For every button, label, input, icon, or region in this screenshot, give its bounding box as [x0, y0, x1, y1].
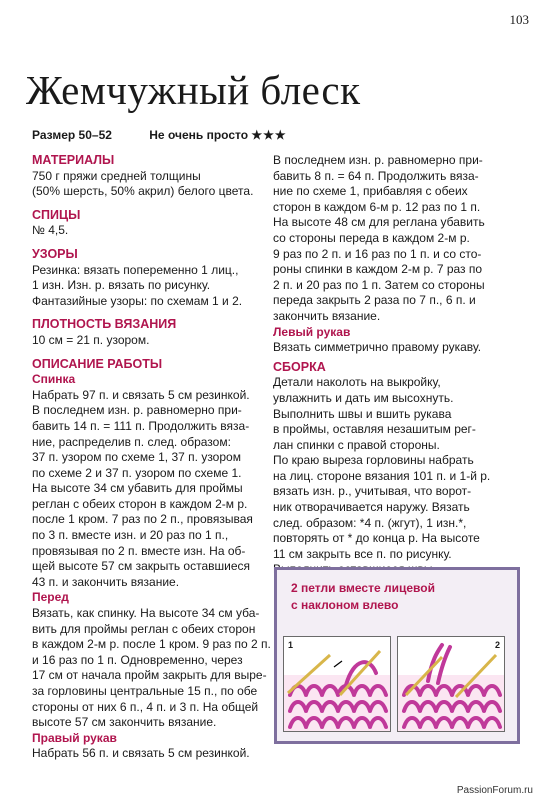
back-heading: Спинка	[32, 372, 76, 387]
sleeve-line: переда закрыть 2 раза по 7 п., 6 п. и	[273, 293, 476, 308]
back-line: бавить 14 п. = 111 п. Продолжить вяза-	[32, 418, 250, 433]
sleeve-line: 9 раз по 2 п. и 16 раз по 1 п. и со сто-	[273, 246, 482, 261]
stitch-diagram-box	[274, 567, 520, 744]
left-sleeve-line: Вязать симметрично правому рукаву.	[273, 340, 482, 355]
stitch-figure-2	[397, 636, 505, 732]
back-text	[32, 388, 264, 591]
back-line: провязывая по 2 п. вместе изн. На об-	[32, 543, 246, 558]
patterns-heading: УЗОРЫ	[32, 246, 78, 261]
front-line: и 16 раз по 1 п. Одновременно, через	[32, 652, 243, 667]
front-line: вить для проймы реглан с обеих сторон	[32, 621, 256, 636]
density-heading: ПЛОТНОСТЬ ВЯЗАНИЯ	[32, 317, 177, 332]
sleeve-continuation-text	[273, 153, 523, 325]
needles-heading: СПИЦЫ	[32, 207, 81, 222]
assembly-line: на лиц. стороне вязания 101 п. и 1-й р.	[273, 468, 491, 483]
patterns-line: Фантазийные узоры: по схемам 1 и 2.	[32, 293, 243, 308]
back-line: по схеме 2 и 37 п. узором по схеме 1.	[32, 465, 242, 480]
front-text	[32, 606, 271, 731]
back-line: 43 п. и закончить вязание.	[32, 574, 180, 589]
assembly-line: вязать изн. р., учитывая, что ворот-	[273, 484, 472, 499]
knitting-illustration-1	[284, 637, 390, 731]
sleeve-line: В последнем изн. р. равномерно при-	[273, 153, 483, 167]
back-line: реглан с обеих сторон в каждом 2-м р.	[32, 496, 248, 511]
right-sleeve-heading: Правый рукав	[32, 730, 117, 745]
assembly-line: след. образом: *4 п. (жгут), 1 изн.*,	[273, 515, 467, 530]
assembly-line: лан спинки с правой стороны.	[273, 437, 440, 452]
site-watermark: PassionForum.ru	[456, 785, 533, 796]
left-sleeve-heading: Левый рукав	[273, 324, 351, 339]
left-column	[32, 153, 271, 762]
assembly-line: повторять от * до конца р. На высоте	[273, 531, 480, 546]
diagram-caption-line: 2 петли вместе лицевой	[291, 581, 435, 595]
assembly-heading: СБОРКА	[273, 359, 326, 374]
page-number: 103	[509, 12, 529, 27]
front-line: Вязать, как спинку. На высоте 34 см уба-	[32, 606, 260, 621]
figure-number: 2	[494, 640, 500, 650]
difficulty-stars: ★★★	[251, 128, 287, 142]
sleeve-line: сторон в каждом 6-м р. 12 раз по 1 п.	[273, 199, 481, 214]
patterns-line: Резинка: вязать попеременно 1 лиц.,	[32, 262, 239, 277]
front-line: стороны от них 6 п., 4 п. и 3 п. На общей	[32, 699, 259, 714]
assembly-line: По краю выреза горловины набрать	[273, 453, 474, 468]
assembly-line: Выполнить швы и вшить рукава	[273, 406, 452, 421]
assembly-line: увлажнить и дать им высохнуть.	[273, 390, 454, 405]
front-line: высоте 57 см закончить вязание.	[32, 715, 217, 730]
patterns-line: 1 изн. Изн. р. вязать по рисунку.	[32, 278, 211, 293]
difficulty-label: Не очень просто	[149, 128, 249, 142]
materials-heading: МАТЕРИАЛЫ	[32, 153, 115, 167]
sleeve-line: 2 п. и 20 раз по 1 п. Затем со стороны	[273, 277, 485, 292]
right-column	[273, 153, 523, 578]
back-line: по 3 п. вместе изн. и 20 раз по 1 п.,	[32, 528, 229, 543]
page-title: Жемчужный блеск	[26, 67, 361, 113]
back-line: после 1 кром. 7 раз по 2 п., провязывая	[32, 512, 253, 527]
front-line: 17 см от начала пройм закрыть для выре-	[32, 668, 267, 683]
diagram-caption	[291, 580, 435, 614]
meta-line	[32, 128, 287, 142]
size-label: Размер 50–52	[32, 128, 112, 142]
sleeve-line: со стороны переда в каждом 2-м р.	[273, 230, 470, 245]
sleeve-line: закончить вязание.	[273, 308, 381, 323]
assembly-line: в проймы, оставляя незашитым рег-	[273, 422, 476, 437]
sleeve-line: роны спинки в каждом 2-м р. 7 раз по	[273, 262, 483, 277]
materials-line: (50% шерсть, 50% акрил) белого цвета.	[32, 184, 254, 199]
assembly-text	[273, 375, 523, 578]
density-line: 10 см = 21 п. узором.	[32, 332, 150, 347]
diagram-caption-line: с наклоном влево	[291, 598, 399, 612]
sleeve-line: На высоте 48 см для реглана убавить	[273, 215, 485, 230]
stitch-figure-1	[283, 636, 391, 732]
back-line: щей высоте 57 см закрыть оставшиеся	[32, 559, 251, 574]
needles-line: № 4,5.	[32, 223, 69, 238]
back-line: 37 п. узором по схеме 1, 37 п. узором	[32, 450, 241, 465]
back-line: ние, распределив п. след. образом:	[32, 434, 231, 449]
materials-line: 750 г пряжи средней толщины	[32, 168, 201, 183]
figure-number: 1	[288, 640, 294, 650]
assembly-line: Детали наколоть на выкройку,	[273, 375, 441, 390]
back-line: В последнем изн. р. равномерно при-	[32, 403, 242, 418]
back-line: На высоте 34 см убавить для проймы	[32, 481, 243, 496]
knitting-illustration-2	[398, 637, 504, 731]
sleeve-line: бавить 8 п. = 64 п. Продолжить вяза-	[273, 168, 479, 183]
sleeve-line: ние по схеме 1, прибавляя с обеих	[273, 184, 468, 199]
right-sleeve-line: Набрать 56 п. и связать 5 см резинкой.	[32, 746, 250, 761]
assembly-line: ник отворачивается наружу. Вязать	[273, 500, 470, 515]
work-heading: ОПИСАНИЕ РАБОТЫ	[32, 356, 163, 371]
front-line: в каждом 2-м р. после 1 кром. 9 раз по 2 п.	[32, 637, 271, 652]
front-heading: Перед	[32, 590, 69, 605]
front-line: за горловины центральные 15 п., по обе	[32, 684, 258, 698]
back-line: Набрать 97 п. и связать 5 см резинкой.	[32, 387, 250, 402]
assembly-line: 11 см закрыть все п. по рисунку.	[273, 546, 452, 561]
